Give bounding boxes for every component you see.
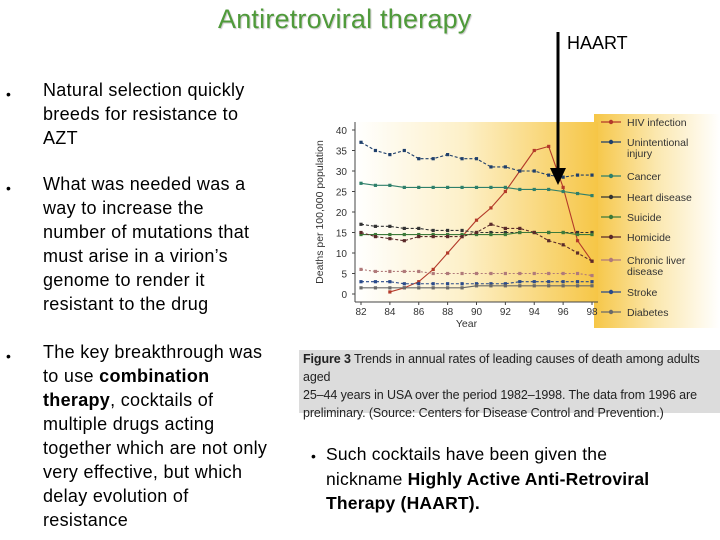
data-point — [417, 282, 420, 285]
data-point — [504, 233, 507, 236]
data-point — [562, 231, 565, 234]
data-point — [590, 260, 593, 263]
data-point — [388, 225, 391, 228]
x-tick-label: 94 — [528, 307, 540, 318]
data-point — [374, 225, 377, 228]
legend-label: Chronic liver — [627, 255, 686, 267]
bullet-line: genome to render it — [43, 270, 205, 290]
data-point — [475, 272, 478, 275]
data-point — [388, 233, 391, 236]
data-point — [562, 190, 565, 193]
legend-label: Heart disease — [627, 192, 692, 204]
data-point — [518, 169, 521, 172]
data-point — [590, 174, 593, 177]
data-point — [359, 223, 362, 226]
bullet-text-run: to use — [43, 366, 100, 386]
data-point — [475, 219, 478, 222]
data-point — [547, 231, 550, 234]
figure-panel — [299, 100, 720, 420]
bullet-line — [43, 388, 267, 412]
data-point — [446, 286, 449, 289]
data-point — [446, 272, 449, 275]
data-point — [547, 280, 550, 283]
bullet-line: Natural selection quickly — [43, 80, 245, 100]
x-tick-label: 92 — [499, 307, 511, 318]
bullet-marker: • — [6, 86, 11, 102]
y-axis-label: Deaths per 100,000 population — [314, 140, 326, 284]
data-point — [489, 186, 492, 189]
data-point — [590, 233, 593, 236]
callout-line — [326, 491, 649, 516]
data-point — [518, 188, 521, 191]
data-point — [388, 286, 391, 289]
data-point — [374, 235, 377, 238]
data-point — [359, 268, 362, 271]
y-tick-label: 10 — [335, 249, 347, 260]
caption-lead: Figure 3 — [303, 352, 351, 366]
data-point — [374, 184, 377, 187]
bullet-marker: • — [311, 448, 316, 464]
data-point — [403, 239, 406, 242]
mortality-chart — [299, 100, 720, 350]
legend-marker — [609, 235, 613, 239]
data-point — [504, 165, 507, 168]
data-point — [475, 231, 478, 234]
data-point — [518, 272, 521, 275]
data-point — [504, 190, 507, 193]
data-point — [460, 286, 463, 289]
data-point — [590, 284, 593, 287]
bullet-line: very effective, but which — [43, 462, 243, 482]
data-point — [403, 282, 406, 285]
caption-text: Trends in annual rates of leading causes of death among adults aged — [303, 352, 700, 384]
legend-label: injury — [627, 148, 653, 160]
combination-therapy-emphasis: therapy — [43, 390, 111, 410]
data-point — [489, 223, 492, 226]
data-point — [533, 169, 536, 172]
bullet-line: The key breakthrough was — [43, 342, 263, 362]
data-point — [374, 149, 377, 152]
data-point — [403, 270, 406, 273]
data-point — [460, 235, 463, 238]
data-point — [374, 286, 377, 289]
bullet-1 — [43, 78, 245, 150]
data-point — [446, 251, 449, 254]
data-point — [460, 186, 463, 189]
bullet-line: delay evolution of — [43, 486, 189, 506]
data-point — [562, 243, 565, 246]
bullet-line: breeds for resistance to — [43, 104, 239, 124]
legend-label: Suicide — [627, 212, 662, 224]
data-point — [518, 227, 521, 230]
data-point — [417, 186, 420, 189]
y-tick-label: 20 — [335, 208, 347, 219]
data-point — [446, 153, 449, 156]
caption-line — [303, 350, 715, 386]
bullet-line: resistant to the drug — [43, 294, 209, 314]
legend-label: Unintentional — [627, 137, 689, 149]
data-point — [562, 280, 565, 283]
data-point — [432, 235, 435, 238]
legend-label: disease — [627, 266, 664, 278]
x-tick-label: 82 — [355, 307, 367, 318]
data-point — [388, 270, 391, 273]
legend-marker — [609, 195, 613, 199]
data-point — [576, 233, 579, 236]
data-point — [489, 165, 492, 168]
data-point — [388, 153, 391, 156]
y-tick-label: 30 — [335, 167, 347, 178]
legend-marker — [609, 174, 613, 178]
data-point — [590, 194, 593, 197]
data-point — [489, 233, 492, 236]
data-point — [576, 251, 579, 254]
data-point — [403, 149, 406, 152]
data-point — [446, 229, 449, 232]
legend-marker — [609, 215, 613, 219]
data-point — [475, 157, 478, 160]
data-point — [562, 284, 565, 287]
data-point — [489, 284, 492, 287]
data-point — [547, 272, 550, 275]
data-point — [359, 182, 362, 185]
data-point — [432, 186, 435, 189]
bullet-line: number of mutations that — [43, 222, 250, 242]
data-point — [504, 227, 507, 230]
haart-callout — [326, 442, 649, 516]
data-point — [388, 237, 391, 240]
data-point — [504, 186, 507, 189]
caption-line: 25–44 years in USA over the period 1982–1998. The data from 1996 are — [303, 388, 697, 402]
bullet-line: must arise in a virion’s — [43, 246, 228, 266]
data-point — [547, 239, 550, 242]
data-point — [446, 186, 449, 189]
slide-title: Antiretroviral therapy — [218, 4, 472, 34]
y-tick-label: 25 — [335, 187, 347, 199]
data-point — [359, 286, 362, 289]
data-point — [533, 149, 536, 152]
combination-therapy-emphasis: combination — [99, 366, 210, 386]
haart-name-emphasis: Therapy (HAART). — [326, 493, 480, 513]
x-tick-label: 98 — [586, 307, 598, 318]
data-point — [460, 282, 463, 285]
legend-marker — [609, 310, 613, 314]
data-point — [504, 272, 507, 275]
data-point — [432, 157, 435, 160]
data-point — [417, 227, 420, 230]
data-point — [533, 272, 536, 275]
data-point — [403, 233, 406, 236]
y-tick-label: 35 — [335, 146, 347, 158]
bullet-line — [43, 364, 267, 388]
data-point — [432, 282, 435, 285]
legend-label: Cancer — [627, 171, 661, 183]
data-point — [489, 206, 492, 209]
data-point — [518, 280, 521, 283]
bullet-line: resistance — [43, 510, 129, 530]
figure-caption — [303, 350, 715, 422]
data-point — [374, 280, 377, 283]
bullet-line: way to increase the — [43, 198, 204, 218]
data-point — [417, 286, 420, 289]
data-point — [359, 231, 362, 234]
data-point — [359, 141, 362, 144]
bullet-marker: • — [6, 348, 11, 364]
data-point — [576, 174, 579, 177]
data-point — [533, 280, 536, 283]
data-point — [403, 186, 406, 189]
data-point — [359, 280, 362, 283]
data-point — [417, 157, 420, 160]
data-point — [576, 284, 579, 287]
y-tick-label: 40 — [335, 126, 347, 137]
x-tick-label: 86 — [413, 307, 425, 318]
data-point — [547, 284, 550, 287]
x-tick-label: 88 — [442, 307, 454, 318]
data-point — [403, 227, 406, 230]
data-point — [576, 272, 579, 275]
x-tick-label: 96 — [557, 307, 569, 318]
data-point — [388, 280, 391, 283]
data-point — [417, 270, 420, 273]
data-point — [403, 286, 406, 289]
caption-line: preliminary. (Source: Centers for Disease Control and Prevention.) — [303, 406, 664, 420]
data-point — [518, 284, 521, 287]
data-point — [576, 239, 579, 242]
callout-line — [326, 467, 649, 492]
data-point — [590, 280, 593, 283]
data-point — [388, 290, 391, 293]
data-point — [576, 192, 579, 195]
data-point — [590, 274, 593, 277]
data-point — [518, 231, 521, 234]
data-point — [417, 235, 420, 238]
legend-label: Diabetes — [627, 307, 669, 319]
bullet-3 — [43, 340, 267, 532]
data-point — [533, 231, 536, 234]
data-point — [533, 284, 536, 287]
data-point — [460, 229, 463, 232]
haart-name-emphasis: Highly Active Anti-Retroviral — [407, 468, 650, 489]
legend-marker — [609, 290, 613, 294]
data-point — [489, 272, 492, 275]
x-axis-label: Year — [455, 318, 478, 330]
bullet-marker: • — [6, 180, 11, 196]
x-tick-label: 90 — [470, 307, 483, 318]
legend-label: Stroke — [627, 287, 658, 299]
bullet-line: together which are not only — [43, 438, 268, 458]
haart-label: HAART — [567, 33, 628, 53]
bullet-line: AZT — [43, 128, 78, 148]
data-point — [446, 282, 449, 285]
data-point — [562, 272, 565, 275]
legend-marker — [609, 120, 613, 124]
haart-arrow — [548, 30, 568, 190]
data-point — [432, 229, 435, 232]
callout-text: nickname — [326, 468, 408, 489]
y-tick-label: 5 — [341, 269, 347, 281]
bullet-2 — [43, 172, 249, 316]
legend-marker — [609, 140, 613, 144]
data-point — [374, 270, 377, 273]
bullet-line: multiple drugs acting — [43, 414, 215, 434]
data-point — [432, 272, 435, 275]
bullet-text-run: , cocktails of — [110, 390, 214, 410]
data-point — [446, 235, 449, 238]
data-point — [533, 188, 536, 191]
legend-marker — [609, 258, 613, 262]
bullet-line: What was needed was a — [43, 174, 246, 194]
data-point — [504, 284, 507, 287]
data-point — [576, 280, 579, 283]
x-tick-label: 84 — [384, 307, 396, 318]
data-point — [460, 272, 463, 275]
data-point — [475, 186, 478, 189]
y-tick-label: 15 — [335, 228, 347, 240]
data-point — [432, 286, 435, 289]
data-point — [432, 268, 435, 271]
data-point — [460, 157, 463, 160]
data-point — [388, 184, 391, 187]
legend-label: HIV infection — [627, 117, 687, 129]
y-tick-label: 0 — [341, 290, 347, 301]
legend-label: Homicide — [627, 232, 671, 244]
data-point — [475, 284, 478, 287]
callout-line: Such cocktails have been given the — [326, 444, 608, 464]
